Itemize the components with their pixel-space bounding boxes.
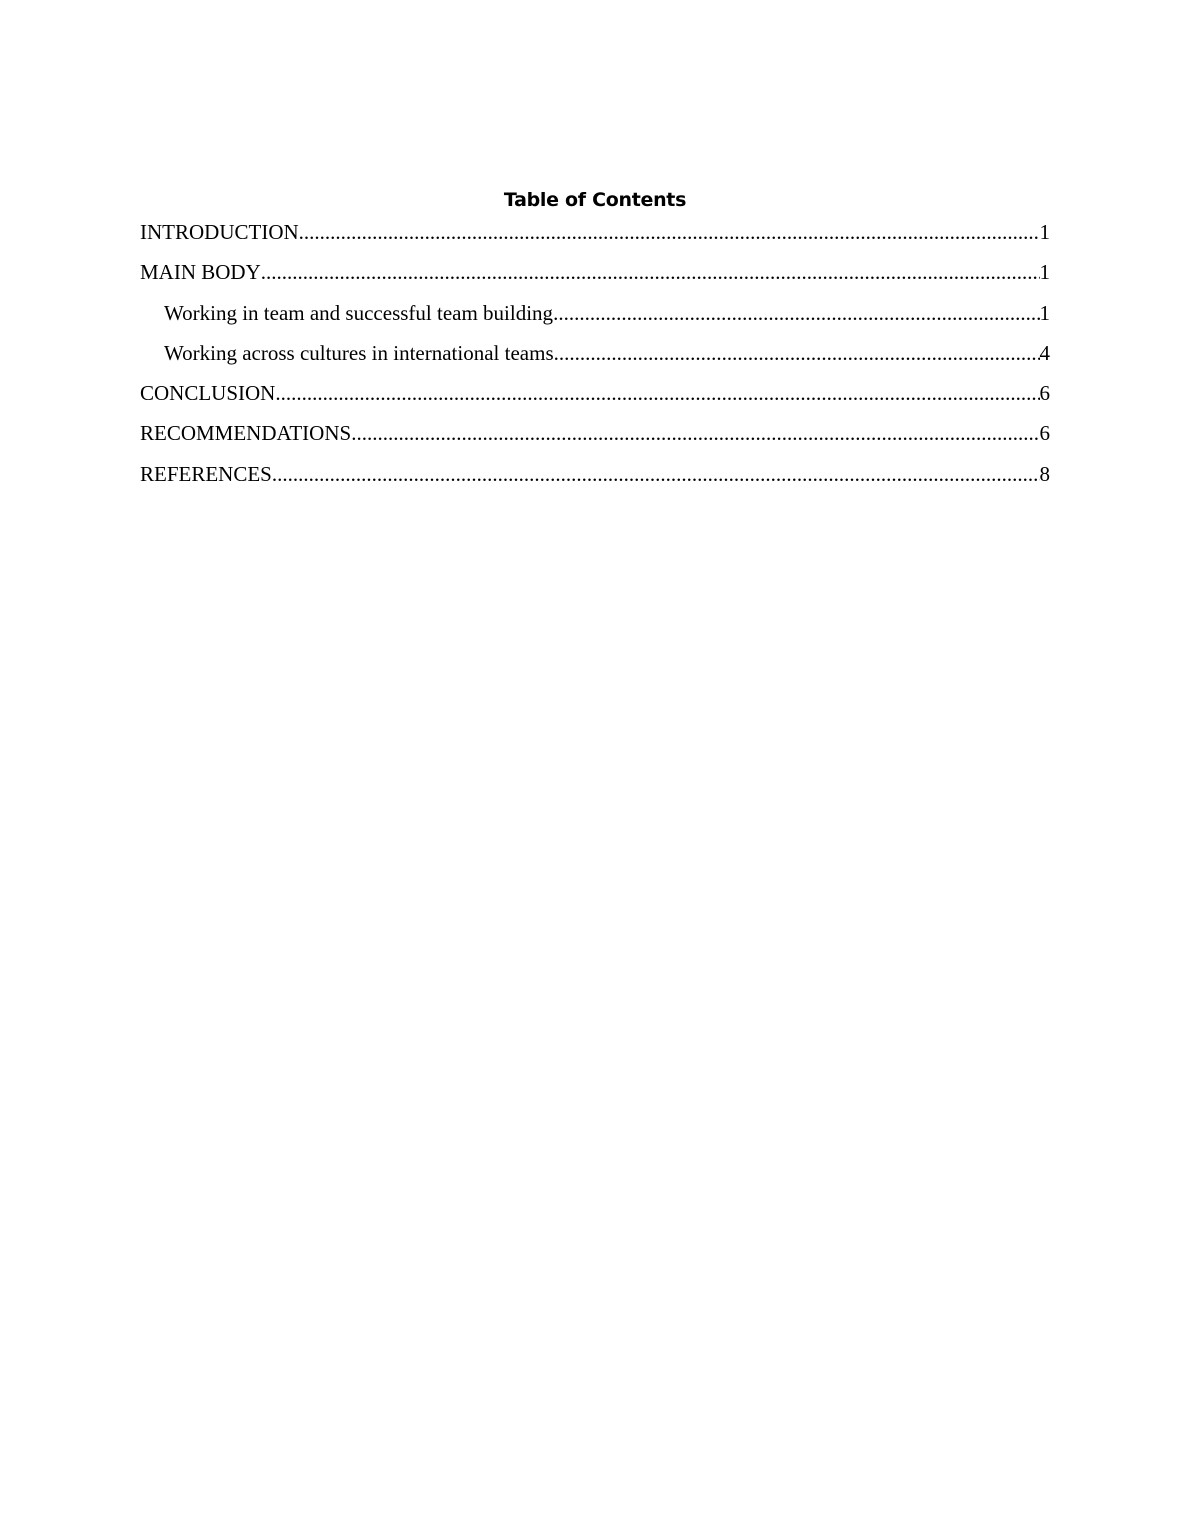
- toc-entry-across-cultures[interactable]: [140, 339, 1050, 379]
- toc-dot-leader: [275, 379, 1039, 407]
- toc-entry-page: 6: [1039, 381, 1050, 406]
- toc-entry-label: RECOMMENDATIONS: [140, 421, 352, 446]
- toc-entry-references[interactable]: [140, 460, 1050, 500]
- toc-dot-leader: [351, 419, 1039, 447]
- toc-dot-leader: [299, 218, 1040, 246]
- toc-entry-page: 6: [1039, 421, 1050, 446]
- toc-dot-leader: [553, 299, 1039, 327]
- toc-entry-team-building[interactable]: [140, 299, 1050, 339]
- toc-entry-page: 8: [1039, 461, 1050, 486]
- toc-list: [140, 218, 1050, 500]
- toc-dot-leader: [272, 460, 1040, 488]
- toc-entry-recommendations[interactable]: [140, 419, 1050, 459]
- toc-entry-page: 1: [1039, 300, 1050, 325]
- toc-entry-label: INTRODUCTION: [140, 220, 299, 244]
- toc-entry-page: 1: [1039, 260, 1050, 285]
- toc-entry-page: 1: [1039, 220, 1050, 244]
- toc-entry-label: REFERENCES: [140, 461, 272, 486]
- toc-entry-introduction[interactable]: [140, 218, 1050, 258]
- toc-entry-label: Working across cultures in international teams: [164, 340, 554, 365]
- toc-title: Table of Contents: [503, 189, 687, 211]
- toc-entry-conclusion[interactable]: [140, 379, 1050, 419]
- toc-entry-label: MAIN BODY: [140, 260, 261, 285]
- toc-entry-main-body[interactable]: [140, 258, 1050, 298]
- toc-entry-label: Working in team and successful team building: [164, 300, 554, 325]
- toc-entry-page: 4: [1039, 340, 1050, 365]
- toc-dot-leader: [554, 339, 1040, 367]
- toc-dot-leader: [261, 258, 1040, 286]
- toc-entry-label: CONCLUSION: [140, 381, 276, 406]
